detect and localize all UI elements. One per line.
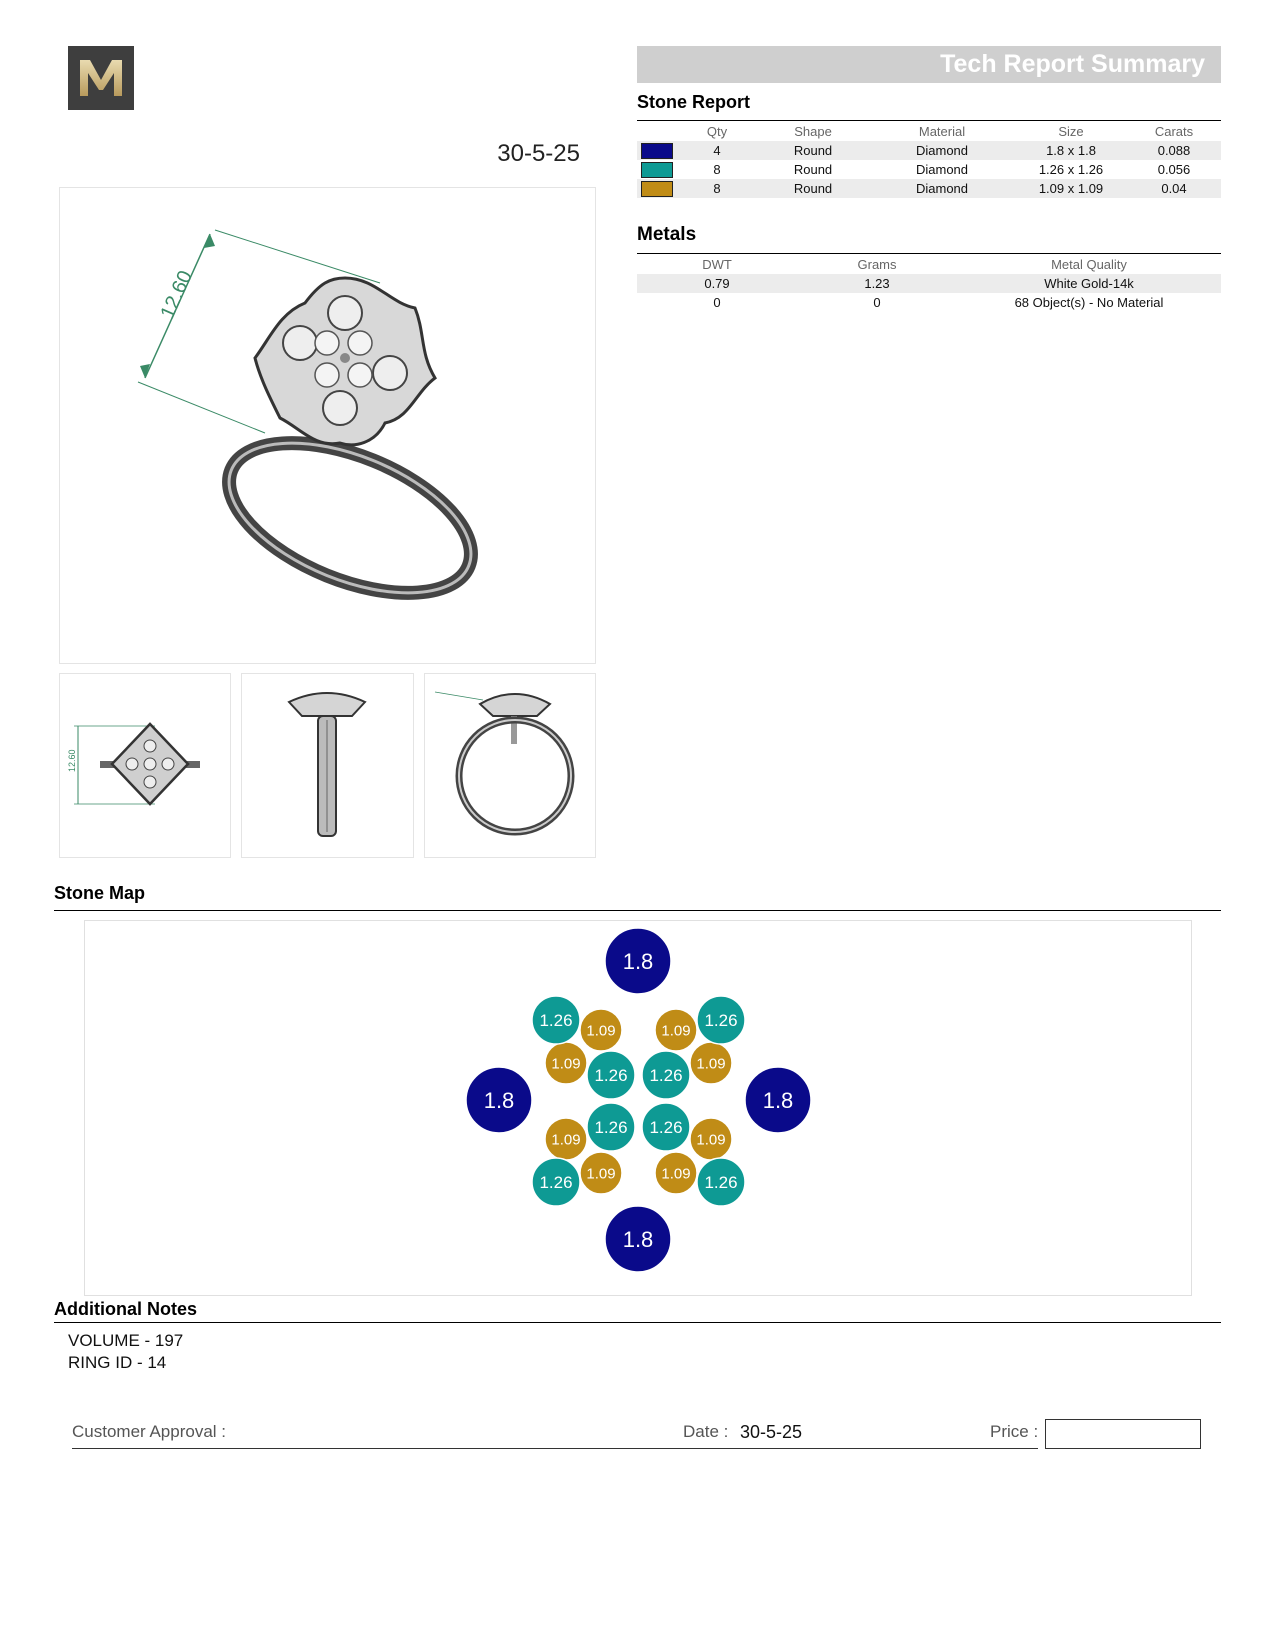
stone-size-label: 1.8	[762, 1087, 794, 1113]
color-swatch	[641, 162, 673, 178]
metals-table	[637, 255, 1221, 312]
note-line: RING ID - 14	[68, 1353, 167, 1372]
stone-marker-medium	[642, 1103, 690, 1151]
stone-marker-small	[545, 1118, 587, 1160]
table-cell: 0	[873, 295, 881, 310]
stone-marker-small	[655, 1009, 697, 1051]
stone-map-diagram	[85, 921, 1191, 1295]
column-header: DWT	[702, 257, 732, 272]
table-row	[637, 160, 1221, 179]
stone-size-label: 1.26	[594, 1066, 628, 1086]
stone-marker-small	[580, 1009, 622, 1051]
table-cell: 8	[677, 179, 757, 198]
stone-size-label: 1.09	[696, 1131, 726, 1149]
ring-render-image	[60, 188, 595, 663]
stone-map-title: Stone Map	[54, 883, 146, 903]
table-row	[637, 179, 1221, 198]
stone-marker-medium	[697, 996, 745, 1044]
stone-marker-large	[605, 928, 671, 994]
column-header: Material	[918, 124, 966, 139]
stone-size-label: 1.09	[696, 1055, 726, 1073]
color-swatch	[641, 143, 673, 159]
stone-size-label: 1.8	[622, 1226, 654, 1252]
table-cell: 0.04	[1127, 179, 1221, 198]
additional-notes-title: Additional Notes	[54, 1299, 197, 1319]
table-cell: 4	[677, 141, 757, 160]
stone-marker-small	[655, 1152, 697, 1194]
stone-map-panel	[84, 920, 1192, 1296]
report-title-bar	[637, 46, 1221, 83]
color-swatch	[641, 181, 673, 197]
column-header: Metal Quality	[1051, 257, 1127, 272]
table-cell: Round	[793, 162, 833, 177]
stone-size-label: 1.26	[539, 1173, 573, 1193]
stone-size-label: 1.26	[649, 1066, 683, 1086]
table-cell: 8	[713, 162, 721, 177]
stone-marker-large	[745, 1067, 811, 1133]
table-cell: 1.26 x 1.26	[1038, 162, 1104, 177]
stone-marker-medium	[697, 1158, 745, 1206]
table-cell: Diamond	[869, 179, 1015, 198]
table-row	[637, 293, 1221, 312]
stone-size-label: 1.26	[704, 1011, 738, 1031]
stone-marker-small	[545, 1042, 587, 1084]
dimension-label: 12.60	[156, 267, 197, 323]
table-cell: 0.088	[1127, 141, 1221, 160]
ring-side-render	[242, 674, 413, 857]
stone-size-label: 1.8	[622, 948, 654, 974]
stone-report-title: Stone Report	[637, 92, 751, 112]
stone-report-table	[637, 122, 1221, 198]
divider	[54, 910, 1221, 911]
stone-marker-small	[690, 1042, 732, 1084]
stone-size-label: 1.26	[649, 1118, 683, 1138]
divider	[637, 120, 1221, 121]
divider	[637, 253, 1221, 254]
price-field[interactable]	[1045, 1419, 1201, 1449]
column-header: Carats	[1154, 124, 1194, 139]
table-row	[637, 141, 1221, 160]
note-line: VOLUME - 197	[68, 1331, 184, 1350]
table-cell: 1.09 x 1.09	[1015, 179, 1127, 198]
m-logo-icon	[68, 46, 134, 110]
divider	[54, 1322, 1221, 1323]
table-row	[637, 274, 1221, 293]
ring-top-render	[60, 674, 230, 857]
ring-side-view	[241, 673, 414, 858]
column-header: Grams	[857, 257, 897, 272]
stone-marker-medium	[587, 1103, 635, 1151]
stone-size-label: 1.8	[483, 1087, 515, 1113]
metals-title: Metals	[637, 224, 697, 245]
stone-size-label: 1.26	[539, 1011, 573, 1031]
table-cell: Diamond	[869, 141, 1015, 160]
table-cell: 0.056	[1157, 162, 1191, 177]
table-cell: Round	[757, 141, 869, 160]
stone-size-label: 1.26	[704, 1173, 738, 1193]
price-label: Price :	[990, 1422, 1039, 1441]
signature-line	[72, 1448, 1038, 1449]
stone-marker-medium	[587, 1051, 635, 1099]
ring-front-view	[424, 673, 596, 858]
stone-marker-medium	[532, 1158, 580, 1206]
table-cell: Round	[757, 179, 869, 198]
table-cell: 68 Object(s) - No Material	[1014, 295, 1164, 310]
column-header: Size	[1058, 124, 1084, 139]
ring-perspective-view	[59, 187, 596, 664]
table-cell: Diamond	[915, 162, 969, 177]
table-cell: 0	[713, 295, 721, 310]
stone-size-label: 1.09	[551, 1055, 581, 1073]
stone-marker-medium	[532, 996, 580, 1044]
table-cell: White Gold-14k	[957, 274, 1221, 293]
table-cell: 0.79	[637, 274, 797, 293]
stone-size-label: 1.09	[551, 1131, 581, 1149]
dimension-label: 12.60	[67, 749, 77, 772]
stone-size-label: 1.09	[586, 1165, 616, 1183]
stone-marker-large	[466, 1067, 532, 1133]
ring-front-render	[425, 674, 595, 857]
report-date: 30-5-25	[497, 140, 580, 167]
table-cell: 1.23	[797, 274, 957, 293]
column-header-color	[637, 122, 677, 141]
stone-size-label: 1.09	[586, 1022, 616, 1040]
stone-size-label: 1.26	[594, 1118, 628, 1138]
date-value: 30-5-25	[740, 1422, 803, 1442]
ring-top-view	[59, 673, 231, 858]
company-logo	[68, 46, 134, 110]
report-title: Tech Report Summary	[940, 50, 1205, 78]
table-cell: 1.8 x 1.8	[1015, 141, 1127, 160]
customer-approval-label: Customer Approval :	[72, 1422, 227, 1441]
date-label: Date :	[683, 1422, 729, 1441]
stone-size-label: 1.09	[661, 1022, 691, 1040]
stone-marker-large	[605, 1206, 671, 1272]
stone-marker-medium	[642, 1051, 690, 1099]
column-header: Qty	[706, 124, 728, 139]
stone-marker-small	[690, 1118, 732, 1160]
column-header: Shape	[794, 124, 832, 139]
stone-marker-small	[580, 1152, 622, 1194]
stone-size-label: 1.09	[661, 1165, 691, 1183]
